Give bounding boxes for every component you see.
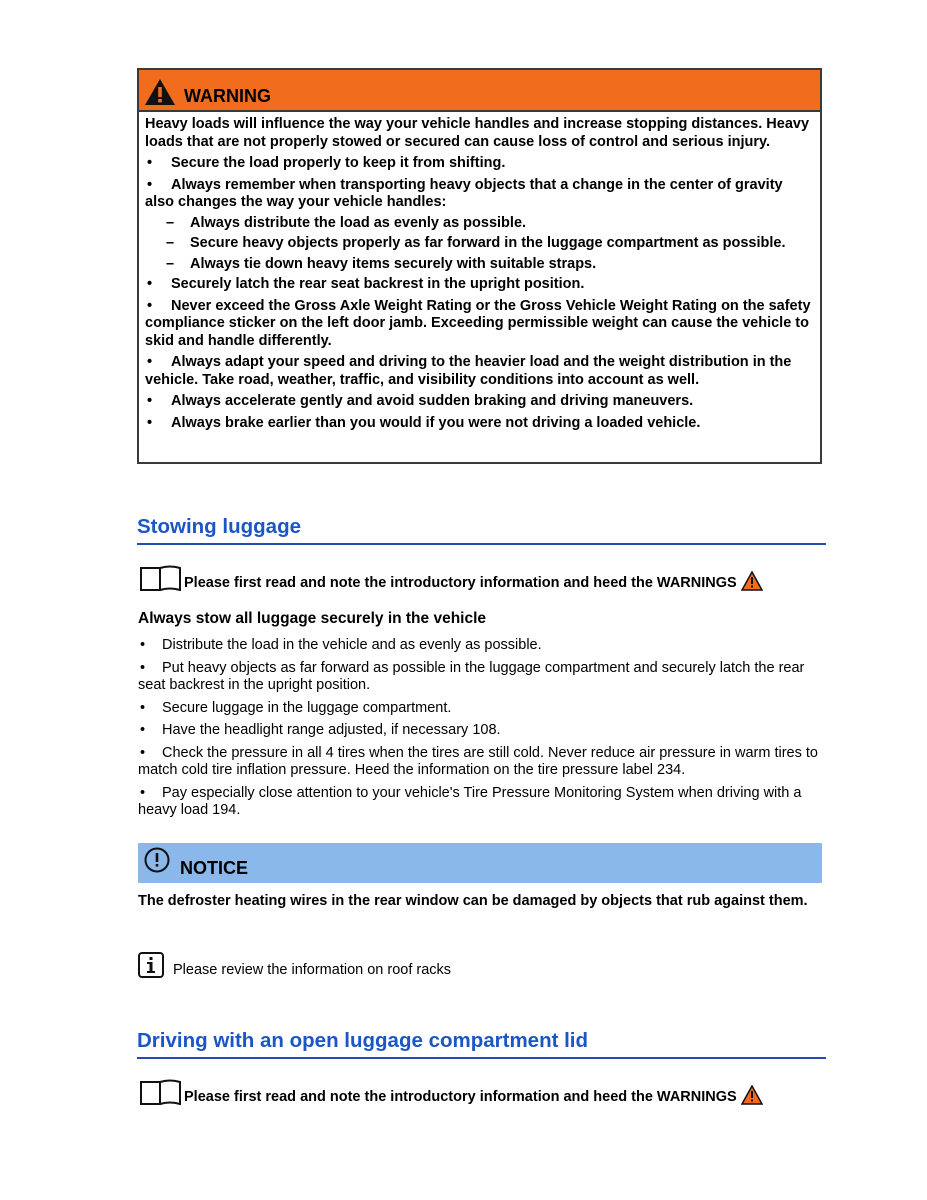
warning-subitem-text: Secure heavy objects properly as far forward in the luggage compartment as possible. [190, 235, 786, 251]
warning-subitem-text: Always distribute the load as evenly as possible. [190, 214, 527, 231]
warning-intro: Heavy loads will influence the way your vehicle handles and increase stopping distances. Heavy loads that are not properly stowed or secured can cause loss of control and serious injury. [145, 116, 810, 150]
warning-item [145, 276, 814, 294]
bullet: • [140, 722, 146, 738]
warning-item [145, 177, 814, 212]
warning-item-text: Always brake earlier than you would if you were not driving a loaded vehicle. [171, 414, 701, 431]
list-item-text: Secure luggage in the luggage compartment. [162, 699, 452, 716]
warning-item-text: Always adapt your speed and driving to the heavier load and the weight distribution in the vehicle. Take road, weather, traffic, and visibility conditions into account as well. [145, 354, 792, 388]
list-item-text: Put heavy objects as far forward as possible in the luggage compartment and securely latch the rear seat backrest in the upright position. [138, 659, 805, 693]
section-title-driving-open-lid: Driving with an open luggage compartment lid [137, 1029, 826, 1059]
bullet: • [147, 354, 153, 370]
list-item-text: Have the headlight range adjusted, if necessary 108. [162, 722, 501, 738]
list-item-text: Pay especially close attention to your vehicle's Tire Pressure Monitoring System when driving with a heavy load 194. [138, 784, 802, 818]
warning-subitem [145, 215, 814, 233]
bullet: • [140, 784, 146, 801]
warning-item-text: Securely latch the rear seat backrest in the upright position. [171, 276, 585, 292]
book-icon [140, 1079, 182, 1105]
notice-text: The defroster heating wires in the rear window can be damaged by objects that rub against them. [138, 893, 808, 909]
info-line [138, 952, 451, 978]
warning-subitem-text: Always tie down heavy items securely with suitable straps. [190, 255, 597, 272]
bullet: • [147, 414, 153, 431]
warning-item-text: Always remember when transporting heavy objects that a change in the center of gravity also changes the way your vehicle handles: [145, 176, 783, 210]
read-note [140, 565, 763, 591]
warning-item [145, 393, 814, 411]
section-title-stowing-luggage: Stowing luggage [137, 515, 826, 545]
warning-triangle-icon [144, 78, 176, 106]
warning-subitem [145, 256, 814, 274]
list-item [138, 785, 828, 820]
read-note-text: Please first read and note the introductory information and heed the WARNINGS [184, 575, 737, 591]
dash: – [166, 235, 175, 251]
list-item [138, 700, 828, 718]
subheading: Always stow all luggage securely in the vehicle [138, 610, 487, 627]
warning-triangle-icon[interactable] [741, 571, 763, 591]
book-icon [140, 565, 182, 591]
dash: – [166, 214, 175, 231]
warning-item [145, 415, 814, 433]
bullet: • [147, 176, 153, 193]
bullet: • [147, 297, 153, 314]
warning-item [145, 354, 814, 389]
dash: – [166, 255, 175, 272]
bullet: • [140, 699, 146, 716]
bullet: • [140, 659, 146, 676]
read-note-text: Please first read and note the introductory information and heed the WARNINGS [184, 1089, 737, 1105]
list-item [138, 637, 828, 655]
notice-bar [138, 843, 822, 883]
list-item [138, 660, 828, 695]
bullet: • [140, 744, 146, 761]
warning-subitem [145, 235, 814, 253]
bullet: • [140, 637, 146, 653]
bullet: • [147, 393, 153, 409]
info-icon [138, 952, 164, 978]
warning-header [139, 70, 820, 112]
notice-title: NOTICE [180, 857, 249, 878]
warning-body [139, 112, 820, 432]
list-item-text: Check the pressure in all 4 tires when the tires are still cold. Never reduce air pressure in warm tires to match cold tire inflation pressure. Heed the information on the tire pressure label 234. [138, 744, 818, 778]
warning-item-text: Secure the load properly to keep it from shifting. [171, 155, 506, 171]
list-item-text: Distribute the load in the vehicle and as evenly as possible. [162, 637, 542, 653]
warning-item-text: Always accelerate gently and avoid sudden braking and driving maneuvers. [171, 393, 694, 409]
bullet: • [147, 276, 153, 292]
warning-item [145, 155, 814, 173]
list-item [138, 722, 828, 740]
warning-title: WARNING [184, 86, 271, 106]
warning-box [137, 68, 822, 464]
warning-item [145, 298, 814, 351]
warning-item-text: Never exceed the Gross Axle Weight Rating or the Gross Vehicle Weight Rating on the safety compliance sticker on the left door jamb. Exceeding permissible weight can cause the vehicle to skid and handle differently. [145, 297, 811, 349]
stowing-list [138, 637, 828, 825]
warning-triangle-icon[interactable] [741, 1085, 763, 1105]
info-text: Please review the information on roof racks [173, 962, 452, 978]
list-item [138, 745, 828, 780]
read-note [140, 1079, 763, 1105]
bullet: • [147, 155, 153, 171]
exclamation-circle-icon [144, 847, 170, 873]
